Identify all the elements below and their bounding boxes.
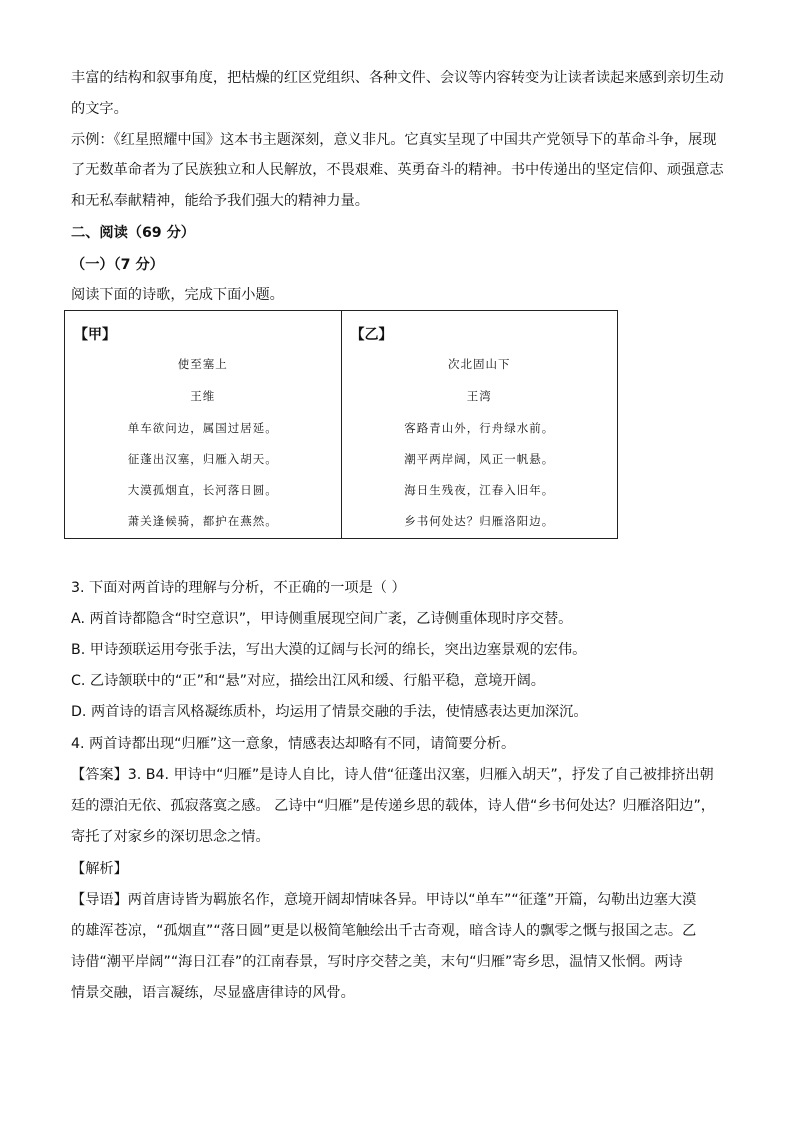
guide-line-4: 情景交融，语言凝练，尽显盛唐律诗的风骨。 [71, 985, 355, 1001]
poem-line: 征蓬出汉塞，归雁入胡天。 [127, 452, 278, 466]
poem-label: 【甲】 [74, 327, 116, 343]
instruction: 阅读下面的诗歌，完成下面小题。 [71, 287, 284, 303]
section-title: 二、阅读（69 分） [71, 225, 195, 241]
poem-author: 王维 [190, 389, 216, 403]
poem-line: 大漠孤烟直，长河落日圆。 [127, 483, 278, 497]
poem-line: 潮平两岸阔，风正一帆悬。 [404, 452, 555, 466]
answer-line-2: 廷的漂泊无依、孤寂落寞之感。 乙诗中“归雁”是传递乡思的载体，诗人借“乡书何处达？归雁洛阳边”， [71, 798, 715, 814]
question-3-stem: 3. 下面对两首诗的理解与分析，不正确的一项是（ ） [71, 580, 406, 596]
poem-title: 使至塞上 [177, 357, 228, 371]
poem-yi [341, 311, 618, 538]
intro-line-1: 丰富的结构和叙事角度，把枯燥的红区党组织、各种文件、会议等内容转变为让读者读起来感到亲切生动 [71, 70, 724, 86]
question-3-option-b: B. 甲诗颈联运用夸张手法，写出大漠的辽阔与长河的绵长，突出边塞景观的宏伟。 [71, 642, 587, 658]
poem-jia [65, 311, 341, 538]
poem-label: 【乙】 [350, 327, 393, 343]
guide-line-2: 的雄浑苍凉，“孤烟直”“落日圆”更是以极简笔触绘出千古奇观，暗含诗人的飘零之慨与报国之志。乙 [71, 923, 697, 939]
question-3-option-d: D. 两首诗的语言风格凝练质朴，均运用了情景交融的手法，使情感表达更加深沉。 [71, 704, 588, 720]
question-3-option-a: A. 两首诗都隐含“时空意识”，甲诗侧重展现空间广袤，乙诗侧重体现时序交替。 [71, 611, 573, 627]
poem-line: 海日生残夜，江春入旧年。 [404, 483, 555, 497]
poem-line: 客路青山外，行舟绿水前。 [404, 421, 555, 435]
poem-author: 王湾 [466, 389, 492, 403]
analysis-label: 【解析】 [71, 861, 128, 877]
poem-line: 乡书何处达？归雁洛阳边。 [404, 514, 555, 528]
poem-line: 萧关逢候骑，都护在燕然。 [127, 514, 278, 528]
guide-line-3: 诗借“潮平岸阔”“海日江春”的江南春景，写时序交替之美，末句“归雁”寄乡思，温情又怅惘。两诗 [71, 954, 683, 970]
example-line-3: 和无私奉献精神，能给予我们强大的精神力量。 [71, 193, 369, 209]
intro-line-2: 的文字。 [71, 101, 128, 117]
guide-line-1: 【导语】两首唐诗皆为羁旅名作，意境开阔却情味各异。甲诗以“单车”“征蓬”开篇，勾勒出边塞大漠 [71, 892, 697, 908]
question-3-option-c: C. 乙诗颔联中的“正”和“悬”对应，描绘出江风和缓、行船平稳，意境开阔。 [71, 673, 545, 689]
poem-line: 单车欲问边，属国过居延。 [127, 421, 278, 435]
question-4-stem: 4. 两首诗都出现“归雁”这一意象，情感表达却略有不同，请简要分析。 [71, 736, 516, 752]
subsection-title: （一）（7 分） [71, 257, 164, 273]
answer-line-3: 寄托了对家乡的深切思念之情。 [71, 829, 270, 845]
poem-title: 次北固山下 [448, 357, 511, 371]
poem-table [64, 310, 618, 539]
example-line-2: 了无数革命者为了民族独立和人民解放，不畏艰难、英勇奋斗的精神。书中传递出的坚定信仰、顽强意志 [71, 162, 724, 178]
example-line-1: 示例：《红星照耀中国》这本书主题深刻，意义非凡。它真实呈现了中国共产党领导下的革命斗争，展现 [71, 132, 717, 148]
answer-line-1: 【答案】3. B4. 甲诗中“归雁”是诗人自比，诗人借“征蓬出汉塞，归雁入胡天”，抒发了自己被排挤出朝 [71, 767, 714, 783]
